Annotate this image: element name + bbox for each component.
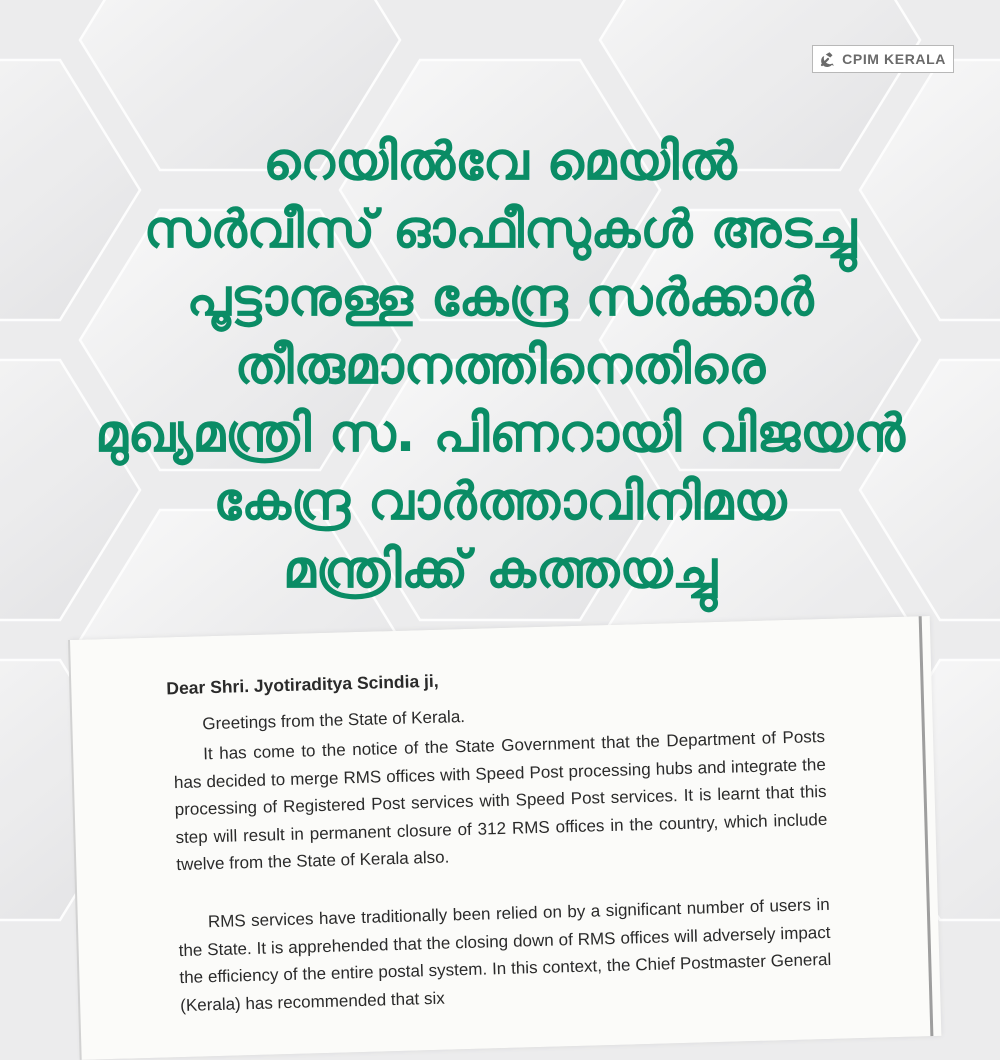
letter-greeting: Greetings from the State of Kerala. xyxy=(202,707,466,734)
letter-paragraph: It has come to the notice of the State Government that the Department of Posts has decided to merge RMS offices with Speed Post processing hubs and integrate the processing of Registered Post services with Speed Post services. It is learnt that this step will result in permanent closure of 312 RMS offices in the country, which include twelve from the State of Kerala also. xyxy=(173,726,828,875)
cpim-kerala-logo xyxy=(812,45,954,73)
letter-document xyxy=(70,616,941,1060)
letter-salutation: Dear Shri. Jyotiraditya Scindia ji, xyxy=(166,670,439,699)
headline-line: മുഖ്യമന്ത്രി സ. പിണറായി വിജയൻ xyxy=(95,404,905,464)
hammer-sickle-icon xyxy=(819,50,837,68)
brand-label: CPIM KERALA xyxy=(842,51,946,67)
headline-line: കേന്ദ്ര വാർത്താവിനിമയ xyxy=(213,472,787,532)
headline-line: റെയിൽവേ മെയിൽ xyxy=(263,132,737,192)
headline-line: മന്ത്രിക്ക് കത്തയച്ചു xyxy=(283,540,717,600)
letter-paragraph: RMS services have traditionally been relied on by a significant number of users in the State. It is apprehended that the closing down of RMS offices will adversely impact the efficiency of the entire postal system. In this context, the Chief Postmaster General (Kerala) has recommended that six xyxy=(178,894,832,1015)
headline-line: പൂട്ടാനുള്ള കേന്ദ്ര സർക്കാർ xyxy=(186,268,814,328)
headline xyxy=(40,128,960,604)
headline-line: സർവീസ് ഓഫീസുകൾ അടച്ചു xyxy=(143,200,857,260)
headline-line: തീരുമാനത്തിനെതിരെ xyxy=(234,336,766,396)
paper-edge xyxy=(919,616,934,1036)
